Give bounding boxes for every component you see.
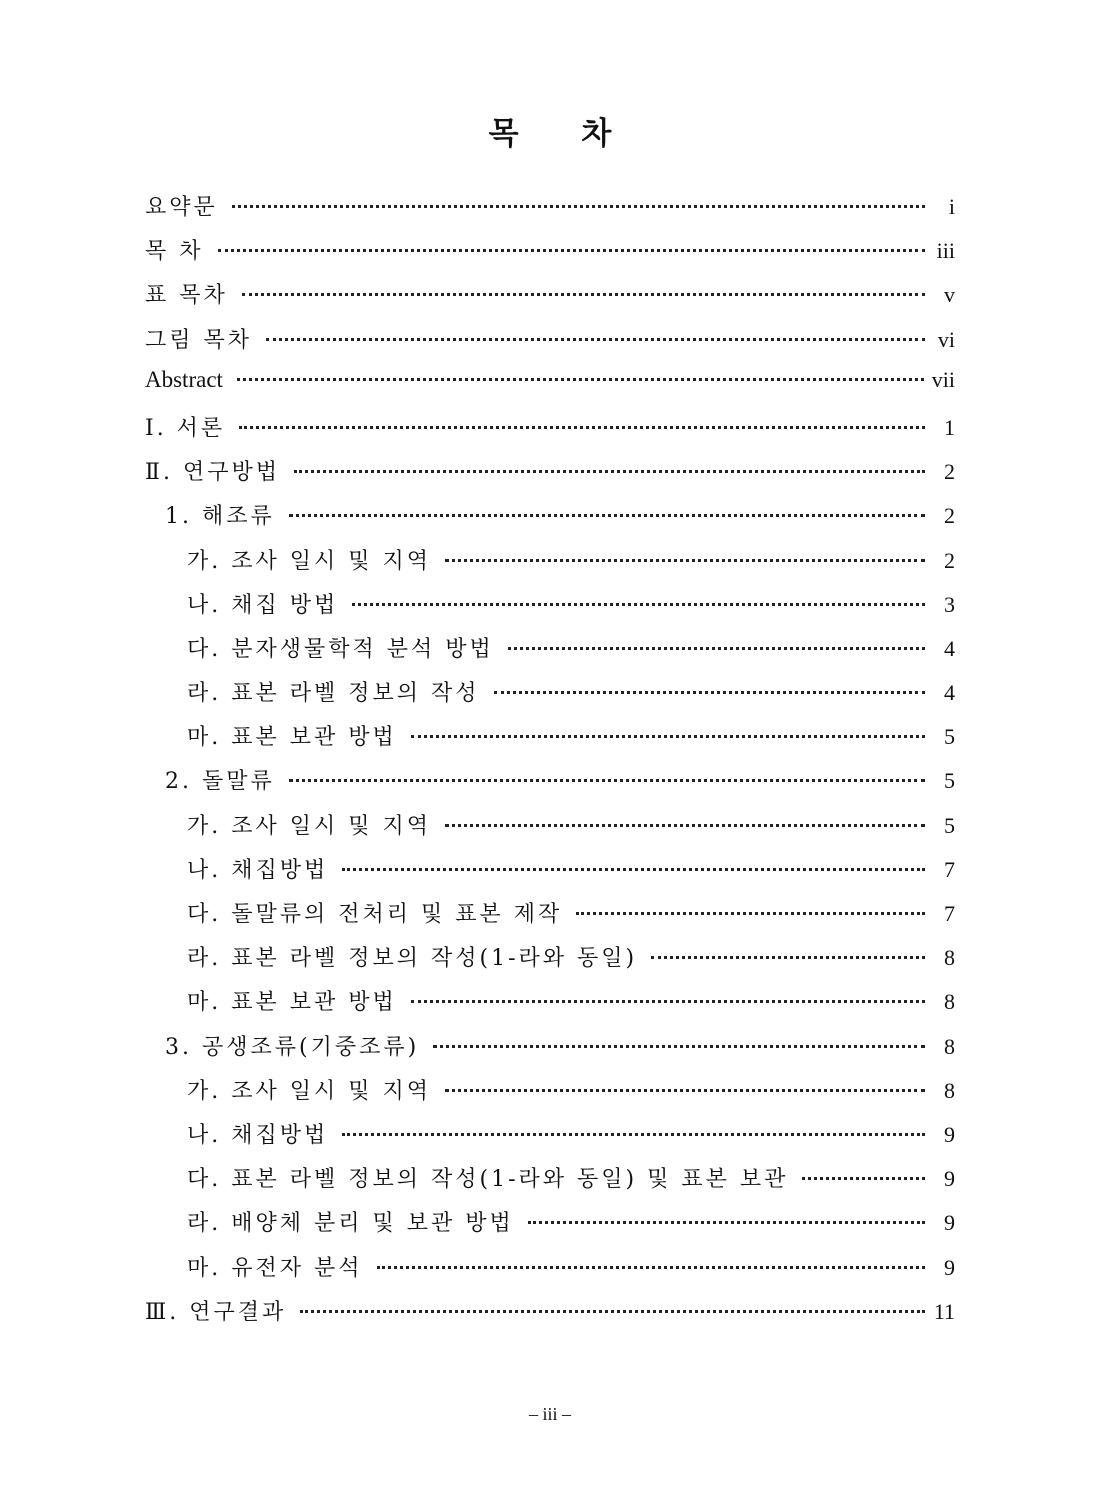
dot-leader bbox=[445, 824, 925, 827]
dot-leader bbox=[433, 1045, 925, 1048]
toc-entry[interactable] bbox=[145, 234, 955, 278]
toc-entry-label: 마. 유전자 분석 bbox=[187, 1255, 363, 1281]
toc-entry[interactable] bbox=[145, 323, 955, 367]
toc-entry-page: 8 bbox=[944, 945, 955, 971]
toc-entry-page: 4 bbox=[944, 635, 955, 661]
dot-leader bbox=[218, 249, 926, 252]
toc-entry-label: 라. 표본 라벨 정보의 작성(1-라와 동일) bbox=[187, 946, 638, 972]
toc-entry-label: 나. 채집 방법 bbox=[187, 592, 339, 618]
toc-entry[interactable] bbox=[145, 1030, 955, 1074]
toc-entry[interactable] bbox=[145, 367, 955, 411]
toc-entry[interactable] bbox=[145, 1295, 955, 1339]
toc-entry[interactable] bbox=[145, 853, 955, 897]
toc-entry[interactable] bbox=[145, 1206, 955, 1250]
toc-entry[interactable] bbox=[145, 809, 955, 853]
dot-leader bbox=[377, 1266, 926, 1269]
toc-entry-page: 8 bbox=[944, 1033, 955, 1059]
toc-entry-page: 9 bbox=[944, 1254, 955, 1280]
toc-entry-label: 가. 조사 일시 및 지역 bbox=[187, 548, 431, 574]
dot-leader bbox=[294, 470, 925, 473]
toc-entry-label: 가. 조사 일시 및 지역 bbox=[187, 813, 431, 839]
toc-entry-page: 5 bbox=[944, 812, 955, 838]
toc-entry-page: iii bbox=[936, 238, 955, 264]
dot-leader bbox=[239, 426, 925, 429]
toc-entry-label: Ⅰ. 서론 bbox=[145, 415, 226, 441]
page-number: – iii – bbox=[528, 1404, 571, 1424]
toc-entry-page: v bbox=[944, 282, 955, 308]
toc-entry-label: 그림 목차 bbox=[145, 327, 253, 353]
toc-entry[interactable] bbox=[145, 544, 955, 588]
toc-entry-label: 가. 조사 일시 및 지역 bbox=[187, 1078, 431, 1104]
toc-entry[interactable] bbox=[145, 1162, 955, 1206]
toc-entry-label: 다. 표본 라벨 정보의 작성(1-라와 동일) 및 표본 보관 bbox=[187, 1167, 789, 1193]
dot-leader bbox=[411, 735, 925, 738]
toc-entry-label: 나. 채집방법 bbox=[187, 857, 329, 883]
toc-entry-label: 요약문 bbox=[145, 195, 218, 220]
toc-entry[interactable] bbox=[145, 897, 955, 941]
toc-entry-label: 3. 공생조류(기중조류) bbox=[165, 1034, 420, 1060]
toc-entry[interactable] bbox=[145, 499, 955, 543]
toc-entry-label: Abstract bbox=[145, 366, 223, 392]
dot-leader bbox=[445, 559, 925, 562]
toc-entry-label: 라. 배양체 분리 및 보관 방법 bbox=[187, 1211, 514, 1237]
toc-entry-page: 8 bbox=[944, 1077, 955, 1103]
dot-leader bbox=[576, 912, 925, 915]
dot-leader bbox=[352, 603, 925, 606]
toc-entry[interactable] bbox=[145, 455, 955, 499]
toc-entry[interactable] bbox=[145, 764, 955, 808]
dot-leader bbox=[651, 956, 925, 959]
dot-leader bbox=[266, 338, 925, 341]
dot-leader bbox=[342, 1133, 925, 1136]
toc-entry[interactable] bbox=[145, 985, 955, 1029]
toc-entry-page: 9 bbox=[944, 1121, 955, 1147]
toc-entry[interactable] bbox=[145, 720, 955, 764]
toc-entry[interactable] bbox=[145, 941, 955, 985]
toc-entry[interactable] bbox=[145, 190, 955, 234]
dot-leader bbox=[528, 1221, 925, 1224]
toc-entry-label: 1. 해조류 bbox=[165, 504, 275, 530]
toc-entry-page: 9 bbox=[944, 1210, 955, 1236]
dot-leader bbox=[342, 868, 925, 871]
toc-entry[interactable] bbox=[145, 1118, 955, 1162]
toc-entry-label: 표 목차 bbox=[145, 283, 228, 309]
dot-leader bbox=[445, 1089, 925, 1092]
dot-leader bbox=[411, 1000, 925, 1003]
toc-entry[interactable] bbox=[145, 676, 955, 720]
toc-entry-page: vi bbox=[937, 326, 955, 352]
dot-leader bbox=[508, 647, 925, 650]
table-of-contents bbox=[145, 190, 955, 1339]
dot-leader bbox=[232, 205, 925, 208]
toc-entry[interactable] bbox=[145, 1074, 955, 1118]
dot-leader bbox=[237, 378, 924, 381]
toc-entry-label: 나. 채집방법 bbox=[187, 1122, 329, 1148]
dot-leader bbox=[802, 1177, 925, 1180]
toc-entry-label: 마. 표본 보관 방법 bbox=[187, 725, 397, 751]
dot-leader bbox=[289, 779, 925, 782]
toc-entry-page: i bbox=[948, 194, 955, 219]
dot-leader bbox=[289, 514, 925, 517]
toc-entry-page: 8 bbox=[944, 989, 955, 1015]
toc-entry-page: 2 bbox=[944, 547, 955, 573]
toc-entry-page: 3 bbox=[944, 591, 955, 617]
toc-entry-page: 1 bbox=[944, 414, 955, 440]
toc-entry-page: 4 bbox=[944, 680, 955, 706]
toc-entry-page: 2 bbox=[944, 503, 955, 529]
toc-entry-label: 다. 돌말류의 전처리 및 표본 제작 bbox=[187, 902, 563, 927]
toc-entry-page: 7 bbox=[944, 901, 955, 926]
dot-leader bbox=[300, 1310, 925, 1313]
dot-leader bbox=[242, 293, 925, 296]
toc-entry[interactable] bbox=[145, 588, 955, 632]
page-title: 목 차 bbox=[488, 116, 638, 152]
toc-entry-label: Ⅲ. 연구결과 bbox=[145, 1299, 287, 1325]
toc-entry-label: 목 차 bbox=[145, 239, 204, 265]
toc-entry-label: 라. 표본 라벨 정보의 작성 bbox=[187, 681, 480, 707]
toc-entry[interactable] bbox=[145, 632, 955, 676]
toc-entry-page: 9 bbox=[944, 1166, 955, 1192]
toc-entry[interactable] bbox=[145, 278, 955, 322]
toc-entry-label: Ⅱ. 연구방법 bbox=[145, 460, 280, 486]
toc-entry-page: vii bbox=[931, 366, 955, 392]
toc-entry-label: 다. 분자생물학적 분석 방법 bbox=[187, 636, 494, 662]
toc-entry-label: 마. 표본 보관 방법 bbox=[187, 990, 397, 1016]
toc-entry-page: 2 bbox=[944, 459, 955, 485]
toc-entry-page: 5 bbox=[944, 768, 955, 794]
toc-entry-label: 2. 돌말류 bbox=[165, 769, 275, 795]
dot-leader bbox=[494, 691, 926, 694]
toc-entry-page: 7 bbox=[944, 856, 955, 882]
toc-entry[interactable] bbox=[145, 1251, 955, 1295]
toc-entry-page: 11 bbox=[933, 1298, 955, 1324]
toc-entry[interactable] bbox=[145, 411, 955, 455]
toc-entry-page: 5 bbox=[944, 724, 955, 750]
